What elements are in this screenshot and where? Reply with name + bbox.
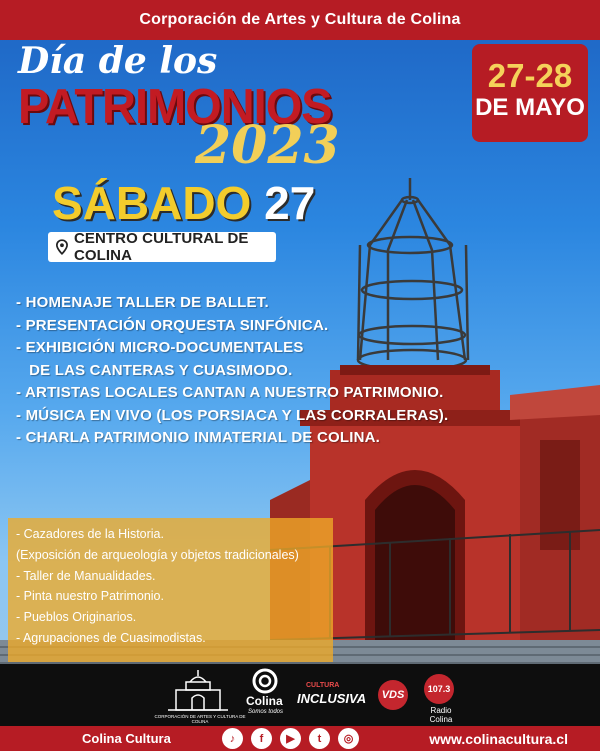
vds-logo-text: VDS	[381, 689, 405, 701]
sponsor-logos	[0, 664, 600, 726]
inclusiva-label: INCLUSIVA	[297, 691, 367, 706]
footer-left: Colina Cultura	[82, 731, 171, 746]
colina-logo-text: Colina	[246, 694, 283, 708]
activity-item: - Pinta nuestro Patrimonio.	[16, 589, 164, 604]
event-item: - MÚSICA EN VIVO (LOS PORSIACA Y LAS CORRALERAS).	[16, 406, 449, 424]
events-list	[16, 292, 449, 450]
activities-box	[8, 518, 333, 662]
radio-freq: 107.3	[427, 684, 451, 694]
facebook-icon[interactable]: f	[251, 728, 272, 749]
org-header: Corporación de Artes y Cultura de Colina	[0, 0, 600, 40]
activity-item: - Pueblos Originarios.	[16, 610, 137, 625]
instagram-icon[interactable]: ◎	[338, 728, 359, 749]
day-name: SÁBADO	[52, 177, 252, 229]
twitter-icon[interactable]: t	[309, 728, 330, 749]
title-line1: Día de los	[18, 40, 218, 82]
event-item: - ARTISTAS LOCALES CANTAN A NUESTRO PATRIMONIO.	[16, 384, 444, 401]
colina-swirl-icon	[252, 668, 278, 694]
activity-item: - Taller de Manualidades.	[16, 568, 156, 583]
cultura-label: CULTURA	[306, 682, 340, 689]
footer-website[interactable]: www.colinacultura.cl	[429, 730, 568, 747]
location-pin-icon	[56, 238, 68, 256]
activity-item: (Exposición de arqueología y objetos tradicionales)	[16, 547, 299, 562]
youtube-icon[interactable]: ▶	[280, 728, 301, 749]
activity-item: - Cazadores de la Historia.	[16, 527, 164, 541]
day-number: 27	[264, 177, 316, 229]
corporation-logo	[158, 668, 238, 714]
radio-logo	[424, 674, 454, 704]
colina-logo-sub: Somos todos	[248, 709, 284, 715]
vds-logo	[378, 680, 408, 710]
corporation-logo-text: CORPORACIÓN DE ARTES Y CULTURA DE COLINA	[154, 714, 246, 724]
date-badge	[472, 44, 588, 142]
date-month: DE MAYO	[475, 94, 585, 121]
day-heading	[52, 176, 315, 230]
location-bar	[48, 232, 276, 262]
event-item: DE LAS CANTERAS Y CUASIMODO.	[16, 361, 293, 379]
title-year: 2023	[195, 115, 340, 176]
event-item: - EXHIBICIÓN MICRO-DOCUMENTALES	[16, 339, 304, 356]
location-name: CENTRO CULTURAL DE COLINA	[73, 230, 249, 264]
event-item: - HOMENAJE TALLER DE BALLET.	[16, 294, 269, 311]
activity-item: - Agrupaciones de Cuasimodistas.	[16, 630, 206, 645]
event-item: - CHARLA PATRIMONIO INMATERIAL DE COLINA.	[16, 429, 381, 446]
date-days: 27-28	[487, 57, 573, 94]
radio-name: Radio Colina	[429, 706, 453, 724]
event-item: - PRESENTACIÓN ORQUESTA SINFÓNICA.	[16, 316, 329, 334]
title-line2: PATRIMONIOS	[18, 77, 332, 134]
social-icons	[222, 728, 359, 749]
tiktok-icon[interactable]: ♪	[222, 728, 243, 749]
